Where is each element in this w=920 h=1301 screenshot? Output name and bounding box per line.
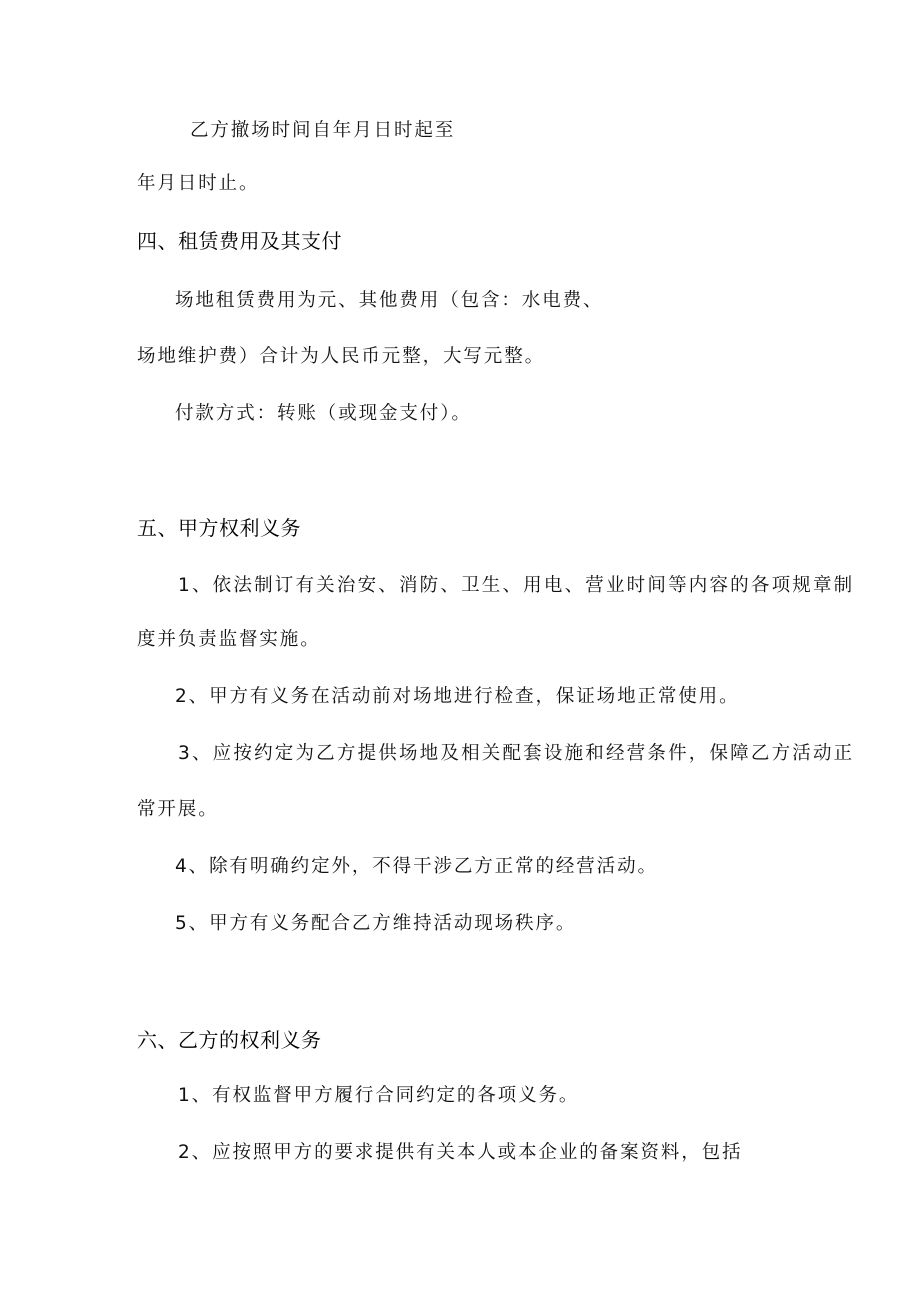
list-item: 1、有权监督甲方履行合同约定的各项义务。 [178, 1085, 580, 1106]
list-item-continuation: 常开展。 [137, 799, 219, 820]
section-heading: 四、租赁费用及其支付 [137, 229, 342, 253]
paragraph-line: 乙方撤场时间自年月日时起至 [190, 120, 456, 141]
list-item-continuation: 度并负责监督实施。 [137, 629, 321, 650]
list-item: 2、甲方有义务在活动前对场地进行检查，保证场地正常使用。 [175, 686, 740, 707]
list-item: 3、应按约定为乙方提供场地及相关配套设施和经营条件，保障乙方活动正 [178, 743, 855, 764]
list-item: 4、除有明确约定外，不得干涉乙方正常的经营活动。 [175, 856, 658, 877]
section-heading: 五、甲方权利义务 [137, 516, 301, 540]
section-heading: 六、乙方的权利义务 [137, 1028, 322, 1052]
paragraph-line: 场地租赁费用为元、其他费用（包含：水电费、 [175, 290, 604, 311]
paragraph-line: 年月日时止。 [137, 173, 260, 194]
paragraph-line: 付款方式：转账（或现金支付）。 [175, 403, 472, 424]
paragraph-line: 场地维护费）合计为人民币元整，大写元整。 [137, 346, 546, 367]
list-item: 5、甲方有义务配合乙方维持活动现场秩序。 [175, 913, 577, 934]
list-item: 2、应按照甲方的要求提供有关本人或本企业的备案资料，包括 [178, 1142, 743, 1163]
list-item: 1、依法制订有关治安、消防、卫生、用电、营业时间等内容的各项规章制 [178, 575, 855, 596]
